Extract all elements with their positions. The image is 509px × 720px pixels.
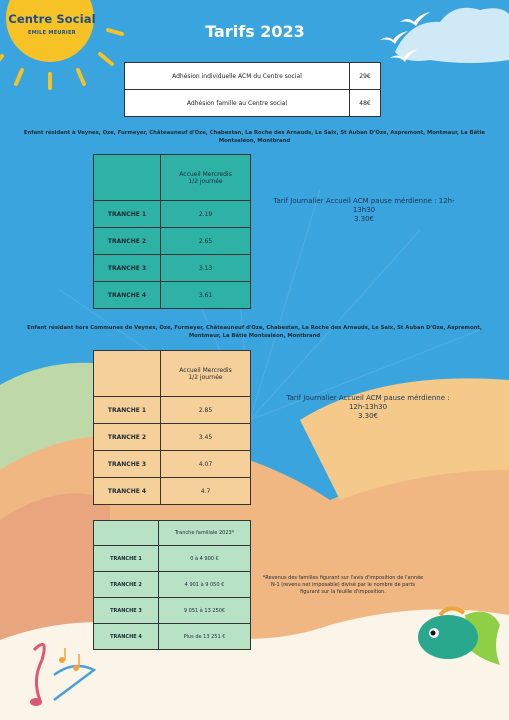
adhesion-label: Adhésion famille au Centre social [125, 90, 350, 117]
page-title: Tarifs 2023 [205, 22, 305, 41]
tranche-label: TRANCHE 2 [94, 572, 159, 598]
empty-header-cell [94, 155, 161, 201]
adhesion-label: Adhésion individuelle ACM du Centre social [125, 63, 350, 90]
logo-subtitle: EMILE MEURIER [28, 30, 76, 36]
tranche-range: 9 051 à 13 250€ [159, 598, 251, 624]
adhesion-row [125, 63, 381, 90]
resident-tarif-table [93, 154, 251, 309]
tranche-label: TRANCHE 3 [94, 255, 161, 282]
tranche-price: 4.07 [161, 451, 251, 478]
table-row [94, 478, 251, 505]
table-header-row [94, 155, 251, 201]
table-header-row [94, 351, 251, 397]
tranche-range: 4 901 à 9 050 € [159, 572, 251, 598]
table-row [94, 598, 251, 624]
table-header-row [94, 521, 251, 546]
tranche-label: TRANCHE 3 [94, 598, 159, 624]
tranche-label: TRANCHE 1 [94, 201, 161, 228]
table-header: Accueil Mercredis 1/2 journée [161, 351, 251, 397]
non-resident-note: Enfant résidant hors Communes de Veynes, Oze, Furmeyer, Châteauneuf d'Oze, Chabestan, La Roche des Arnauds, Le Saix, St Auban D'Oze, Aspremont, Montmaur, La Bâtie Montsaléon, Montbrand [27, 325, 482, 339]
table-row [94, 282, 251, 309]
tranche-label: TRANCHE 4 [94, 282, 161, 309]
tranche-label: TRANCHE 1 [94, 546, 159, 572]
tranche-price: 3.13 [161, 255, 251, 282]
empty-header-cell [94, 521, 159, 546]
tranche-label: TRANCHE 4 [94, 624, 159, 650]
empty-header-cell [94, 351, 161, 397]
adhesion-row [125, 90, 381, 117]
tranche-label: TRANCHE 1 [94, 397, 161, 424]
tranche-range: Plus de 13 251 € [159, 624, 251, 650]
resident-daily-rate: Tarif Journalier Accueil ACM pause mérdienne : 12h- 13h30 3.30€ [273, 197, 455, 223]
tranche-price: 4.7 [161, 478, 251, 505]
resident-note: Enfant résidant à Veynes, Oze, Furmeyer, Châteauneuf d'Oze, Chabestan, La Roche des Arnauds, Le Saix, St Auban D'Oze, Aspremont, Montmaur, La Bâtie Montsaléon, Montbrand [23, 130, 486, 144]
tranche-label: TRANCHE 4 [94, 478, 161, 505]
family-income-footnote: *Revenus des familles figurant sur l'avis d'imposition de l'année N-1 (revenu net imposable) divisé par le nombre de parts figurant sur la feuille d'imposition. [262, 575, 424, 595]
tranche-price: 3.61 [161, 282, 251, 309]
tranche-label: TRANCHE 2 [94, 424, 161, 451]
table-header: Tranche familiale 2023* [159, 521, 251, 546]
family-income-table [93, 520, 251, 650]
non-resident-tarif-table [93, 350, 251, 505]
logo-title: Centre Social [8, 12, 96, 26]
table-row [94, 201, 251, 228]
table-row [94, 255, 251, 282]
table-row [94, 546, 251, 572]
table-row [94, 424, 251, 451]
tranche-price: 2.65 [161, 228, 251, 255]
tranche-label: TRANCHE 3 [94, 451, 161, 478]
non-resident-daily-rate: Tarif Journalier Accueil ACM pause mérdienne : 12h-13h30 3.30€ [286, 394, 450, 420]
logo [6, 4, 98, 56]
tranche-range: 0 à 4 900 € [159, 546, 251, 572]
table-header: Accueil Mercredis 1/2 journée [161, 155, 251, 201]
tranche-label: TRANCHE 2 [94, 228, 161, 255]
tranche-price: 2.19 [161, 201, 251, 228]
tranche-price: 3.45 [161, 424, 251, 451]
table-row [94, 624, 251, 650]
table-row [94, 572, 251, 598]
adhesion-price: 29€ [350, 63, 381, 90]
table-row [94, 451, 251, 478]
adhesion-price: 48€ [350, 90, 381, 117]
table-row [94, 397, 251, 424]
table-row [94, 228, 251, 255]
adhesion-table [124, 62, 381, 117]
tranche-price: 2.85 [161, 397, 251, 424]
